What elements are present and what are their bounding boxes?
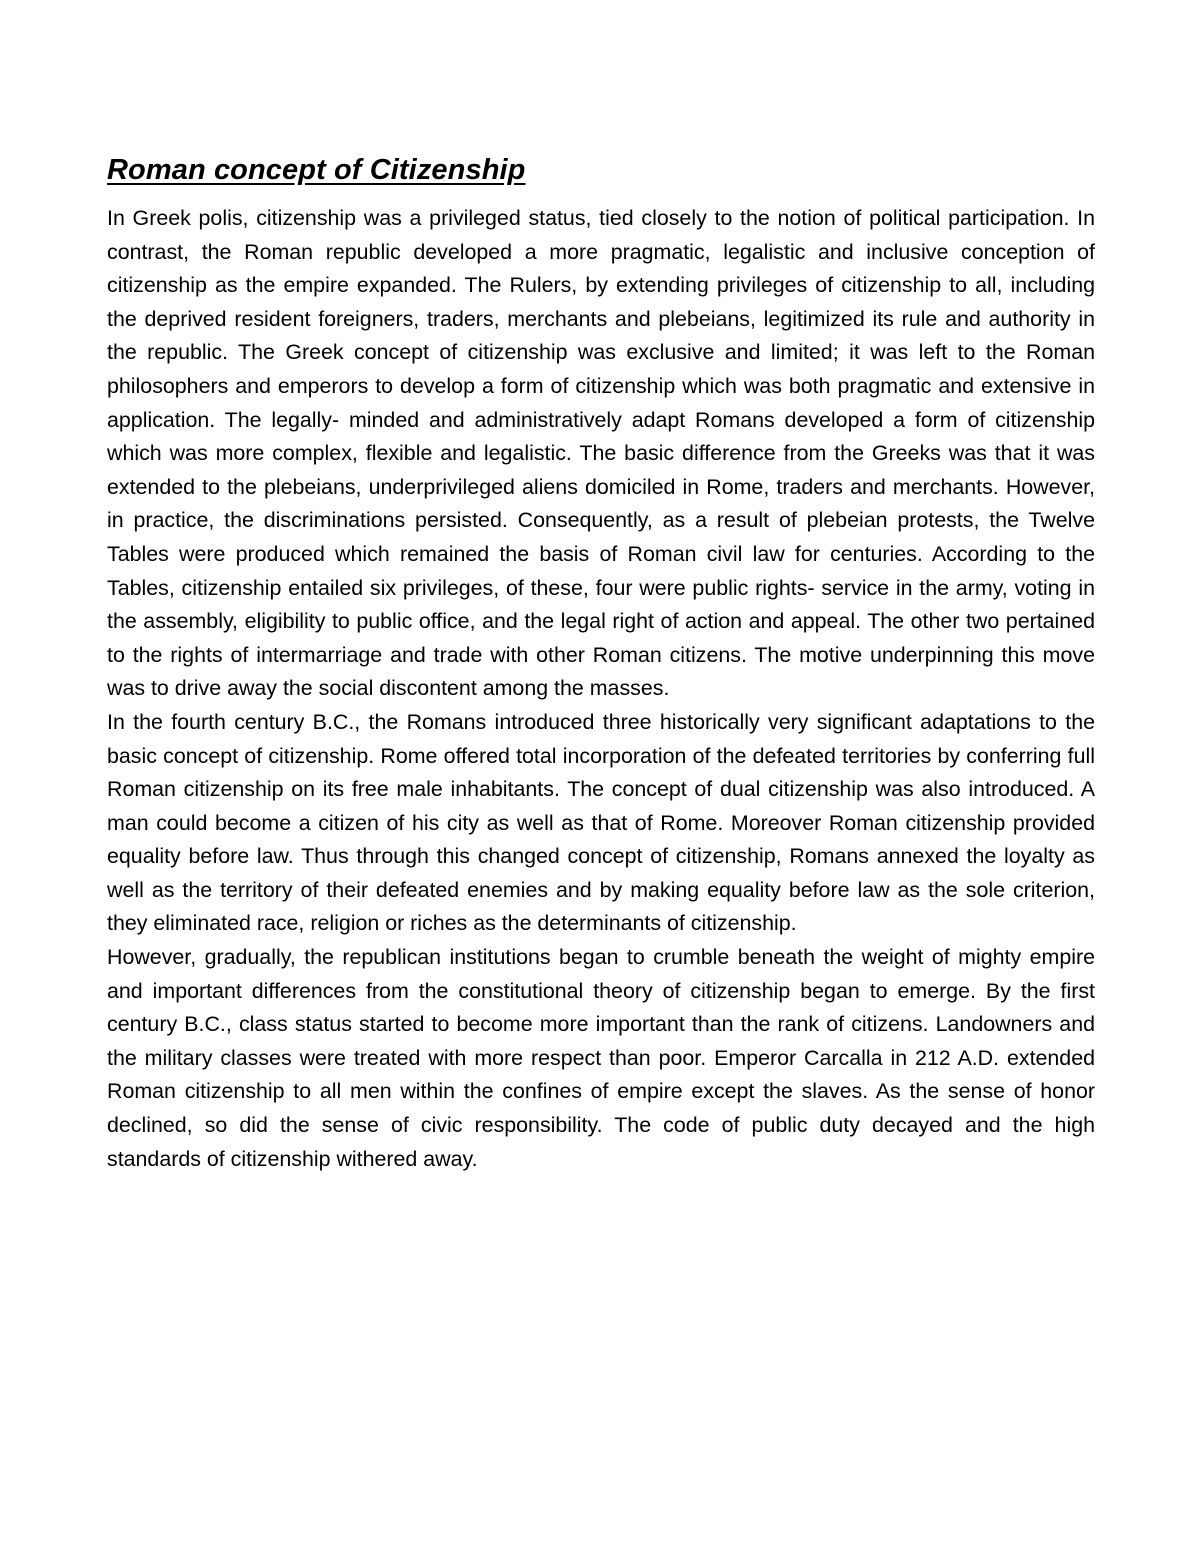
document-body <box>107 150 1095 1176</box>
paragraph-fourth-century-adaptations: In the fourth century B.C., the Romans introduced three historically very significant adaptations to the basic concept of citizenship. Rome offered total incorporation of the defeated territories by conferring full Roman citizenship on its free male inhabitants. The concept of dual citizenship was also introduced. A man could become a citizen of his city as well as that of Rome. Moreover Roman citizenship provided equality before law. Thus through this changed concept of citizenship, Romans annexed the loyalty as well as the territory of their defeated enemies and by making equality before law as the sole criterion, they eliminated race, religion or riches as the determinants of citizenship. <box>107 709 1095 936</box>
paragraph-greek-vs-roman: In Greek polis, citizenship was a privileged status, tied closely to the notion of political participation. In contrast, the Roman republic developed a more pragmatic, legalistic and inclusive conception of citizenship as the empire expanded. The Rulers, by extending privileges of citizenship to all, including the deprived resident foreigners, traders, merchants and plebeians, legitimized its rule and authority in the republic. The Greek concept of citizenship was exclusive and limited; it was left to the Roman philosophers and emperors to develop a form of citizenship which was both pragmatic and extensive in application. The legally- minded and administratively adapt Romans developed a form of citizenship which was more complex, flexible and legalistic. The basic difference from the Greeks was that it was extended to the plebeians, underprivileged aliens domiciled in Rome, traders and merchants. However, in practice, the discriminations persisted. Consequently, as a result of plebeian protests, the Twelve Tables were produced which remained the basis of Roman civil law for centuries. According to the Tables, citizenship entailed six privileges, of these, four were public rights- service in the army, voting in the assembly, eligibility to public office, and the legal right of action and appeal. The other two pertained to the rights of intermarriage and trade with other Roman citizens. The motive underpinning this move was to drive away the social discontent among the masses. <box>107 206 1095 701</box>
document-title: Roman concept of Citizenship <box>107 154 526 186</box>
paragraph-decline-of-citizenship: However, gradually, the republican institutions began to crumble beneath the weight of mighty empire and important differences from the constitutional theory of citizenship began to emerge. By the first century B.C., class status started to become more important than the rank of citizens. Landowners and the military classes were treated with more respect than poor. Emperor Carcalla in 212 A.D. extended Roman citizenship to all men within the confines of empire except the slaves. As the sense of honor declined, so did the sense of civic responsibility. The code of public duty decayed and the high standards of citizenship withered away. <box>107 945 1095 1171</box>
